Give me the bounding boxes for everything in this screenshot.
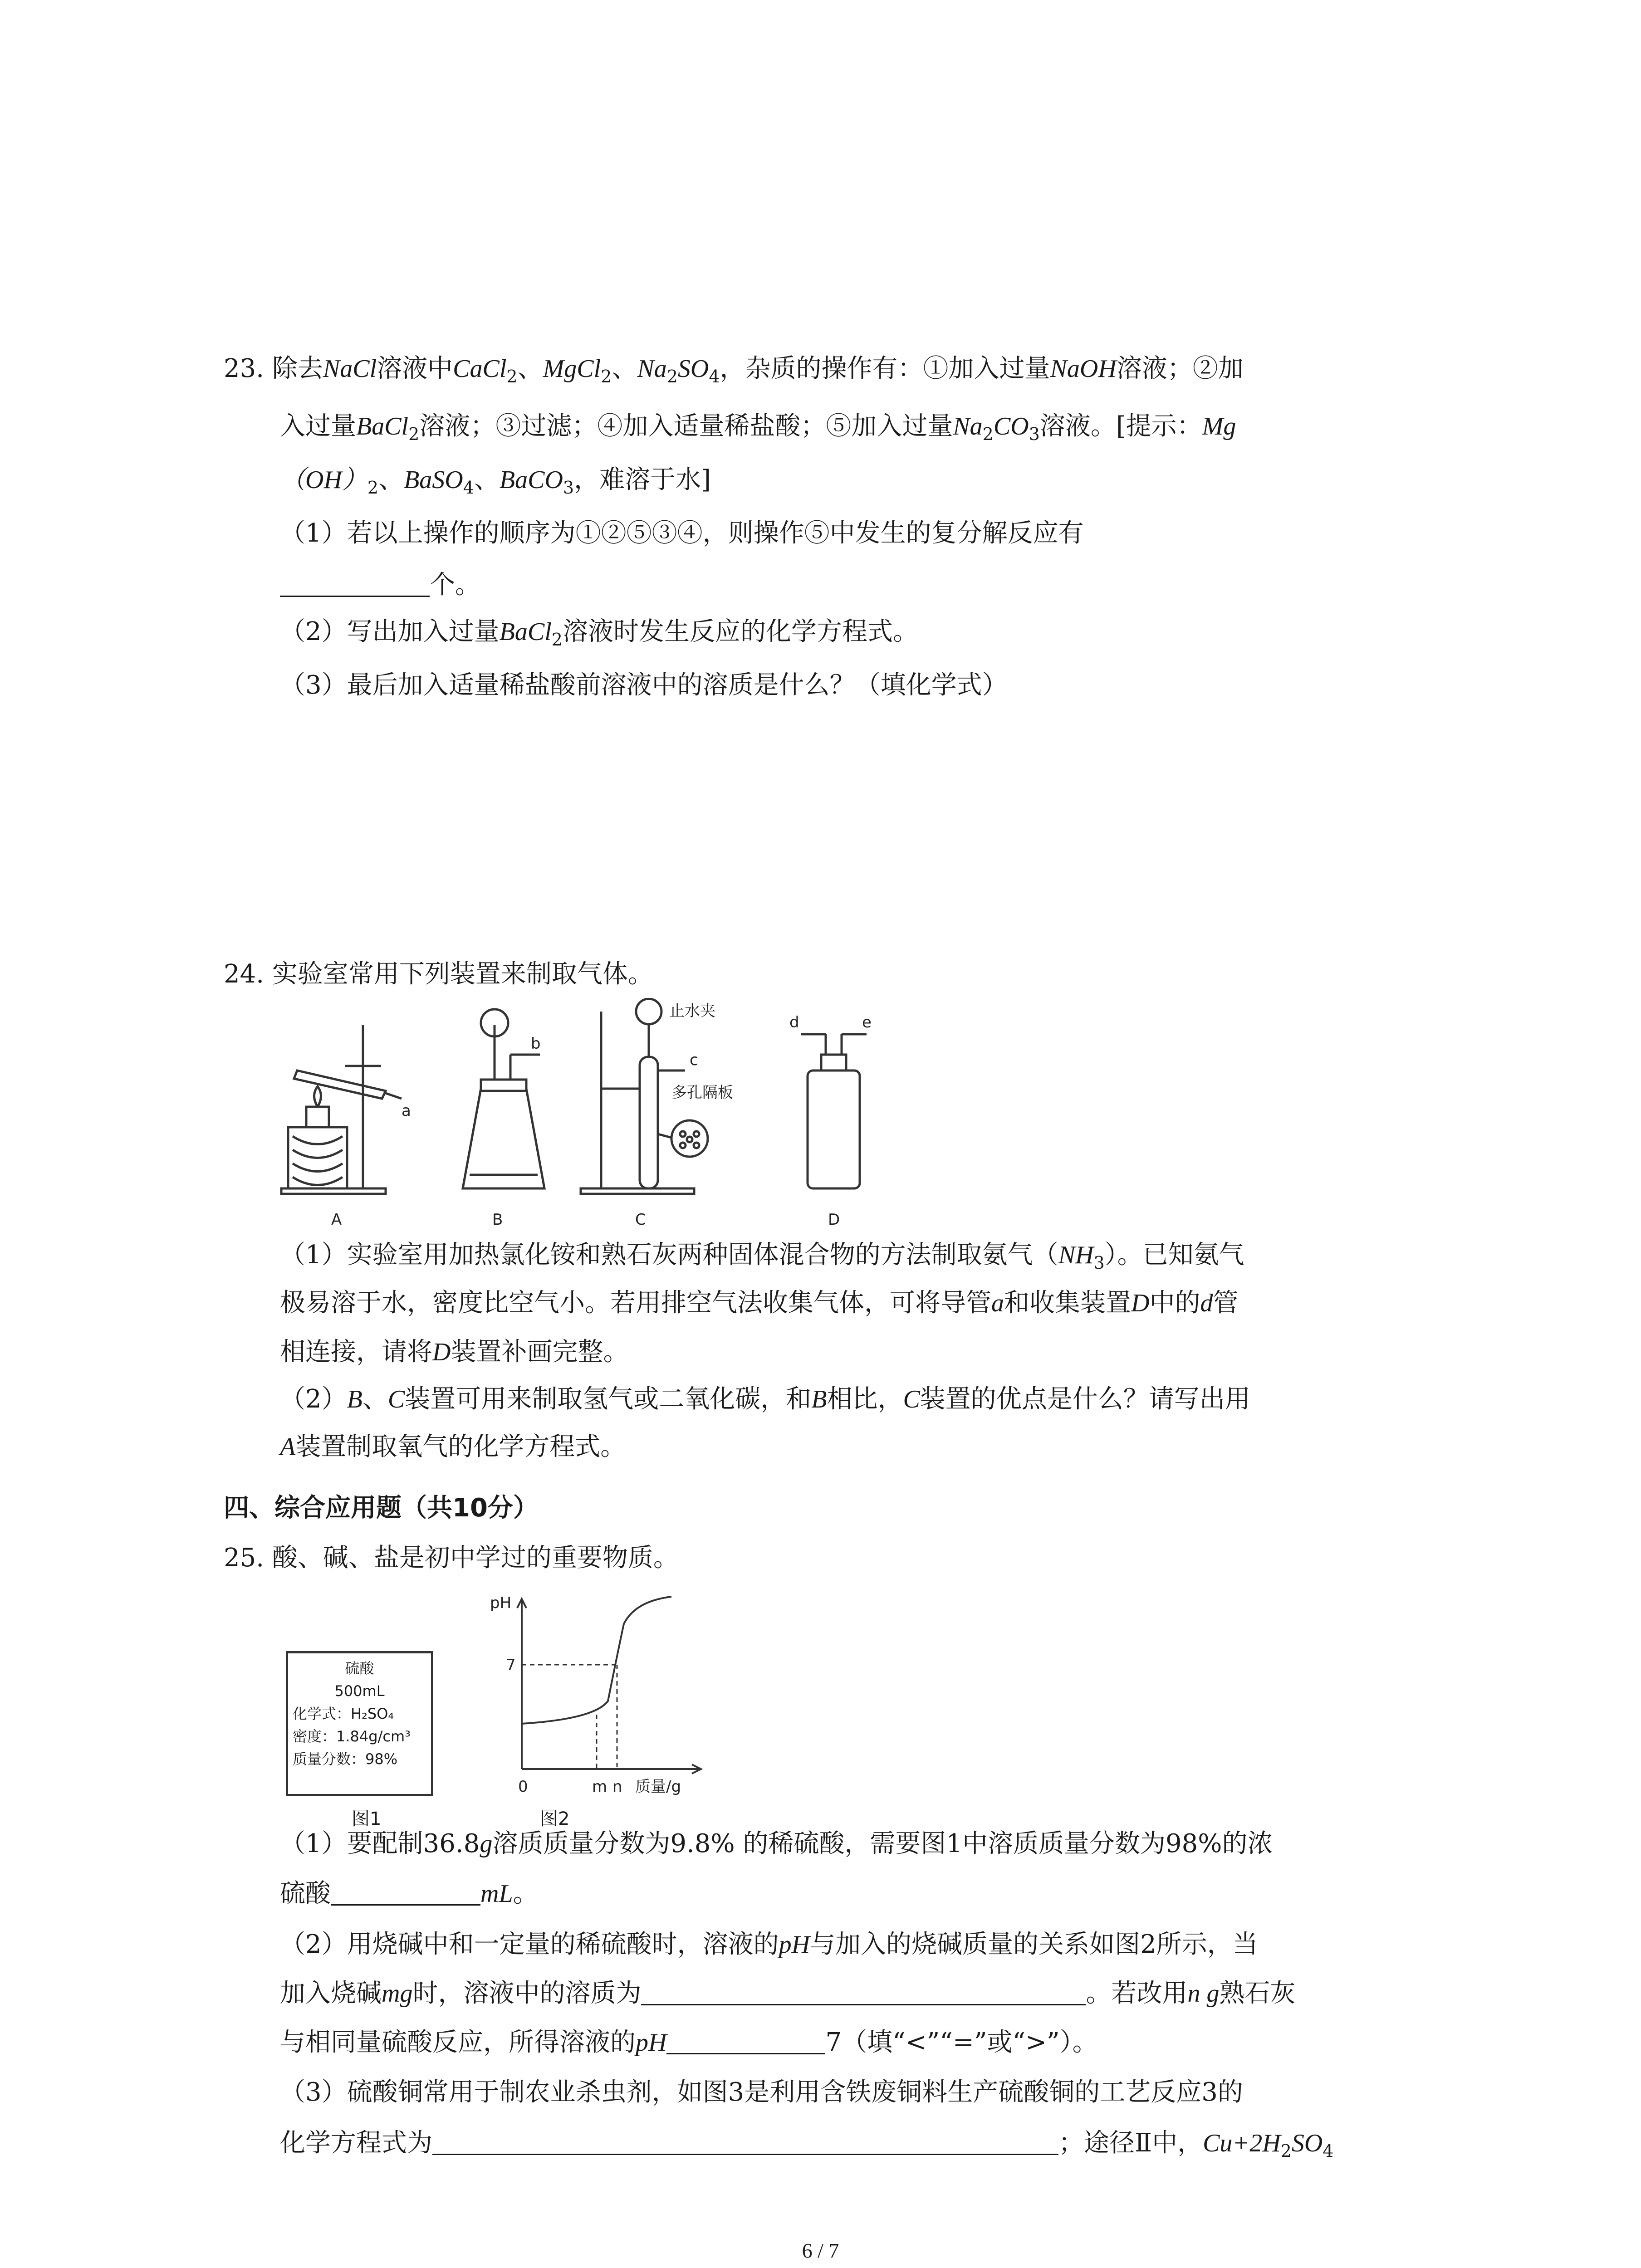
label-b-tube: b <box>531 1035 541 1053</box>
q23-part-3: （3）最后加入适量稀盐酸前溶液中的溶质是什么？（填化学式） <box>280 670 1008 700</box>
label-e-tube: e <box>862 1013 872 1031</box>
acid-bottle-label <box>286 1651 433 1796</box>
q25-part-2-line-1: （2）用烧碱中和一定量的稀硫酸时，溶液的pH与加入的烧碱质量的关系如图2所示，当 <box>280 1930 1258 1959</box>
label-clamp: 止水夹 <box>669 1002 715 1020</box>
answer-blank[interactable] <box>331 1881 480 1906</box>
q25-number: 25. <box>224 1543 265 1573</box>
answer-blank[interactable] <box>280 572 430 597</box>
label-c-apparatus: C <box>635 1211 646 1229</box>
q25-part-1-line-1: （1）要配制36.8g溶质质量分数为9.8% 的稀硫酸，需要图1中溶质质量分数为98%的浓 <box>280 1829 1273 1858</box>
label-fraction: 质量分数：98% <box>293 1750 398 1768</box>
q23-part-1: （1）若以上操作的顺序为①②⑤③④，则操作⑤中发生的复分解反应有 <box>280 518 1084 548</box>
q24-stem: 24. 实验室常用下列装置来制取气体。 <box>224 959 653 989</box>
q24-part-1-line-1: （1）实验室用加热氯化铵和熟石灰两种固体混合物的方法制取氨气$(NH_3)$。已知氨气 <box>280 1240 1244 1273</box>
figure-2-caption: 图2 <box>540 1809 570 1829</box>
answer-blank[interactable] <box>432 2130 1058 2155</box>
label-d-apparatus: D <box>828 1211 840 1229</box>
graph-x-label: 质量/g <box>635 1778 681 1796</box>
graph-n: n <box>612 1778 622 1796</box>
apparatus-a <box>281 1025 402 1194</box>
q24-part-2-line-2: A装置制取氧气的化学方程式。 <box>280 1432 626 1461</box>
section-heading: 四、综合应用题（共10分） <box>224 1493 539 1523</box>
q25-part-1-line-2: 硫酸 mL。 <box>280 1879 539 1908</box>
q24-part-1-line-3: 相连接，请将D装置补画完整。 <box>280 1337 629 1367</box>
q25-part-3-line-1: （3）硫酸铜常用于制农业杀虫剂，如图3是利用含铁废铜料生产硫酸铜的工艺反应3的 <box>280 2077 1243 2107</box>
graph-y-label: pH <box>490 1594 512 1612</box>
label-plate: 多孔隔板 <box>671 1084 733 1102</box>
label-density: 密度：1.84g/cm³ <box>293 1728 411 1745</box>
apparatus-d <box>801 1034 867 1188</box>
q25-stem: 25. 酸、碱、盐是初中学过的重要物质。 <box>224 1543 679 1573</box>
label-c-tube: c <box>690 1051 698 1069</box>
q23-number: 23. <box>224 354 265 383</box>
graph-origin: 0 <box>518 1778 528 1796</box>
q24-part-1-line-2: 极易溶于水，密度比空气小。若用排空气法收集气体，可将导管a和收集装置D中的d管 <box>280 1288 1239 1318</box>
label-a-apparatus: A <box>331 1211 342 1229</box>
q23-line-1: 23. 除去NaCl溶液中CaCl$_2$、MgCl$_2$、$Na_2SO_4$，杂质的操作有：①加入过量NaOH溶液；②加 <box>224 354 1244 386</box>
ph-curve <box>522 1597 671 1724</box>
q23-line-3: $(OH)_2$、BaSO$_4$、BaCO$_3$，难溶于水] <box>280 465 711 498</box>
label-title: 硫酸 <box>345 1660 374 1677</box>
q25-part-2-line-2: 加入烧碱mg时，溶液中的溶质为 。若改用n g熟石灰 <box>280 1979 1296 2008</box>
label-a-tube: a <box>402 1102 411 1120</box>
q23-part-2: （2）写出加入过量BaCl$_2$溶液时发生反应的化学方程式。 <box>280 617 918 650</box>
graph-y7: 7 <box>506 1656 516 1674</box>
answer-blank[interactable] <box>666 2029 825 2054</box>
label-formula: 化学式：H₂SO₄ <box>293 1705 394 1722</box>
q23-part-1-cont: 个。 <box>280 569 480 601</box>
page-number: 6 / 7 <box>802 2239 839 2262</box>
label-volume: 500mL <box>334 1682 385 1700</box>
graph-m: m <box>592 1778 607 1796</box>
q23-line-2: 入过量BaCl$_2$溶液；③过滤；④加入适量稀盐酸；⑤加入过量$Na_2CO_3$溶液。[提示：Mg <box>280 411 1236 444</box>
label-b-apparatus: B <box>492 1211 503 1229</box>
q25-part-2-line-3: 与相同量硫酸反应，所得溶液的pH 7（填“<”“=”或“>”）。 <box>280 2028 1098 2057</box>
lab-apparatus-figure <box>263 998 989 1234</box>
q24-number: 24. <box>224 959 265 989</box>
label-d-tube: d <box>789 1013 799 1031</box>
q25-part-3-line-2: 化学方程式为 ；途径Ⅱ中，$Cu+2H_2SO_4$ <box>280 2128 1334 2161</box>
q24-part-2-line-1: （2）B、C装置可用来制取氢气或二氧化碳，和B相比，C装置的优点是什么？请写出用 <box>280 1384 1250 1414</box>
ph-curve-graph <box>481 1588 717 1805</box>
figure-1-caption: 图1 <box>352 1809 382 1829</box>
answer-blank[interactable] <box>641 1980 1086 2005</box>
